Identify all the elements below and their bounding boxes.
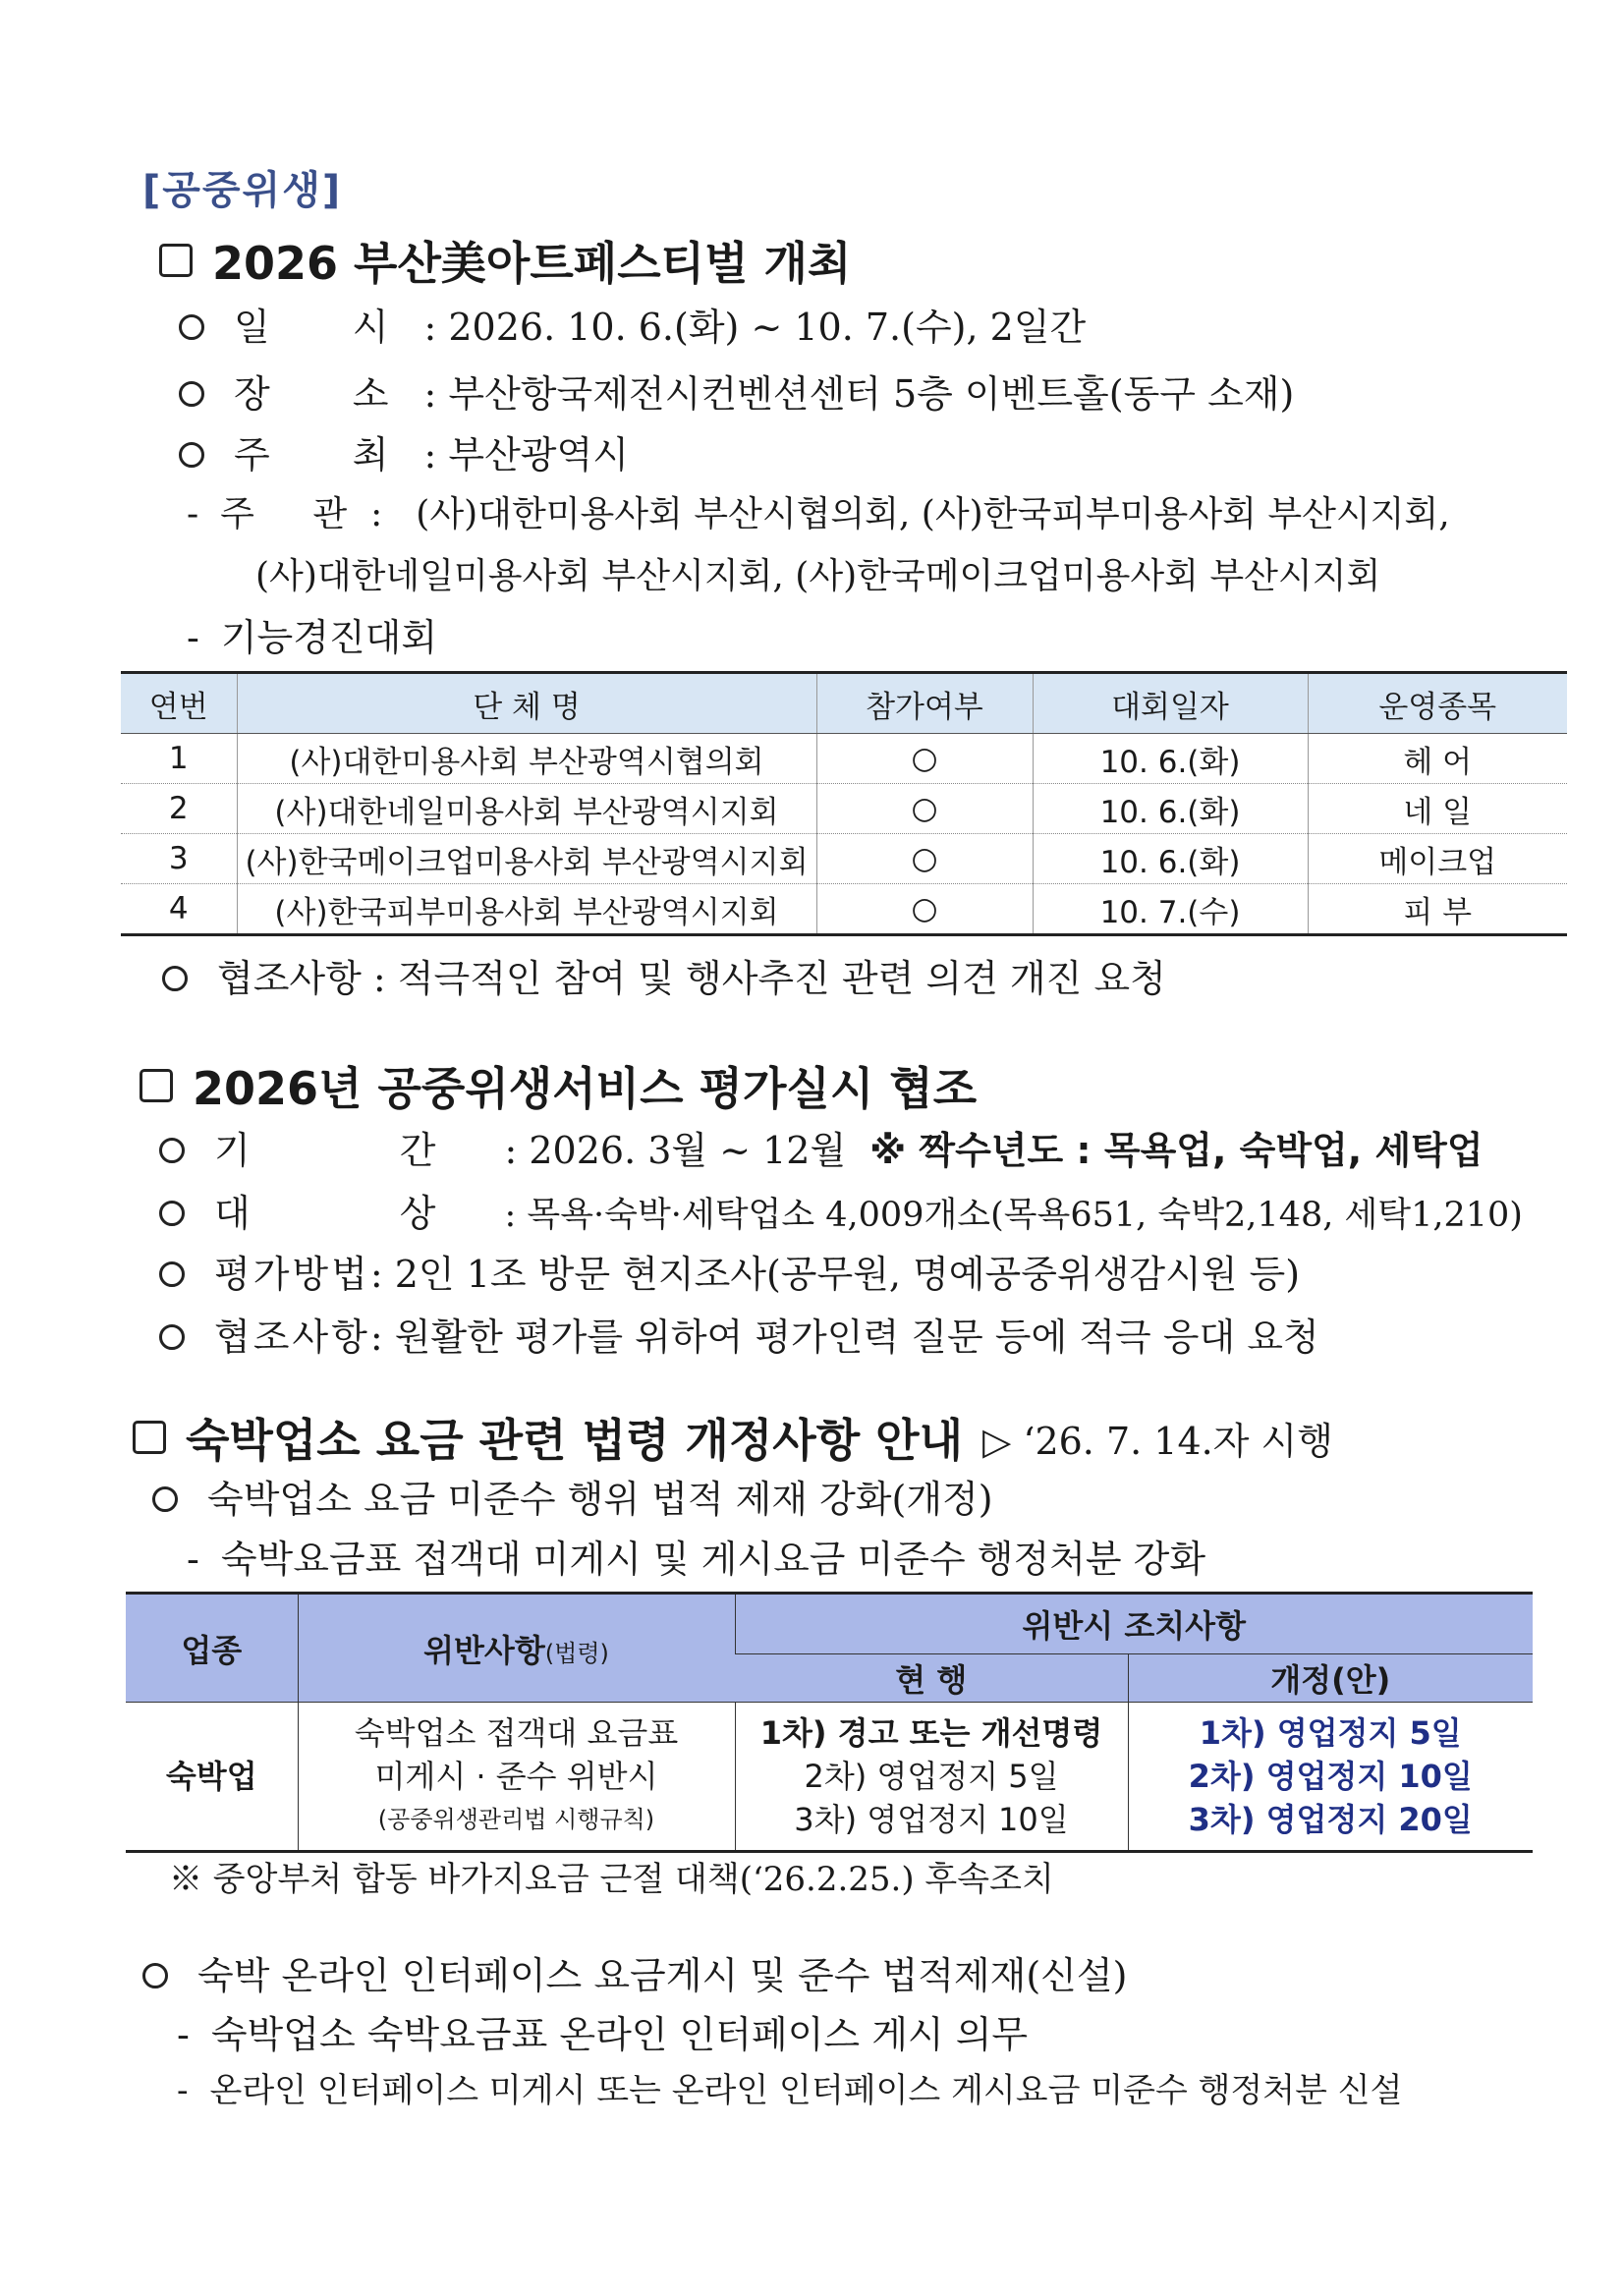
item-value: : 원활한 평가를 위하여 평가인력 질문 등에 적극 응대 요청 [369,1316,1319,1359]
festival-organizer: - 주 관: (사)대한미용사회 부산시협의회, (사)한국피부미용사회 부산시지회, [187,486,1450,536]
checkbox-icon [140,1069,173,1102]
item-label: 일 시 [234,306,424,349]
table-cell: (사)한국메이크업미용사회 부산광역시지회 [237,834,816,884]
table-cell: 네 일 [1308,784,1567,834]
cell-industry: 숙박업 [126,1703,298,1852]
revised-line: 3차) 영업정지 20일 [1188,1801,1473,1838]
section-title-text: 2026 부산美아트페스티벌 개최 [212,237,852,290]
festival-organizer-cont: (사)대한네일미용사회 부산시지회, (사)한국메이크업미용사회 부산시지회 [255,556,1381,596]
table-header: 대회일자 [1033,673,1308,734]
lodging-item1 [152,1469,993,1523]
item-value: : 목욕·숙박·세탁업소 4,009개소(목욕651, 숙박2,148, 세탁1,210) [504,1196,1523,1235]
violation-law: (공중위생관리법 시행규칙) [377,1806,655,1833]
item-label: 평가방법 [214,1253,370,1296]
table-cell: 3 [121,834,237,884]
table-cell: 피 부 [1308,884,1567,935]
table-cell: (사)한국피부미용사회 부산광역시지회 [237,884,816,935]
violation-line: 숙박업소 접객대 요금표 [354,1714,679,1752]
cooperation-text: 협조사항 : 적극적인 참여 및 행사추진 관련 의견 개진 요청 [217,957,1166,1000]
circle-bullet-icon [152,1486,178,1512]
section-title-festival [159,228,851,293]
item-label: 대 상 [214,1192,505,1235]
circle-bullet-icon [162,966,188,991]
eval-method [159,1244,1300,1298]
table-row [121,734,1567,784]
sub-line1: (사)대한미용사회 부산시협의회, (사)한국피부미용사회 부산시지회, [416,494,1450,534]
table-cell: 4 [121,884,237,935]
lodging-item1-sub: - 숙박요금표 접객대 미게시 및 게시요금 미준수 행정처분 강화 [187,1538,1206,1581]
checkbox-icon [159,244,193,277]
cell-violation [298,1703,735,1852]
circle-bullet-icon [159,1201,185,1226]
penalty-table [126,1592,1533,1853]
header-revised: 개정(안) [1128,1654,1533,1703]
item1-sub-text: 숙박요금표 접객대 미게시 및 게시요금 미준수 행정처분 강화 [220,1538,1206,1581]
table-cell: (사)대한미용사회 부산광역시협의회 [237,734,816,784]
circle-bullet-icon [159,1138,185,1163]
eval-period [159,1120,1484,1174]
section-title-lodging [133,1405,1333,1470]
item-value: : 2026. 3월 ~ 12월 [504,1129,847,1172]
table-cell: 2 [121,784,237,834]
table-header-row [126,1594,1533,1654]
table-header: 단 체 명 [237,673,816,734]
item1-text: 숙박업소 요금 미준수 행위 법적 제재 강화(개정) [207,1478,993,1521]
header-current: 현 행 [735,1654,1128,1703]
item-label: 주 최 [234,433,424,476]
circle-bullet-icon [142,1963,168,1988]
item2-text: 숙박 온라인 인터페이스 요금게시 및 준수 법적제재(신설) [197,1954,1128,1997]
section-title-suffix: ▷ ‘26. 7. 14.자 시행 [982,1419,1333,1463]
revised-line: 1차) 영업정지 5일 [1199,1714,1462,1752]
item-label: 장 소 [234,372,424,416]
table-cell: 헤 어 [1308,734,1567,784]
table-row [121,884,1567,935]
table-cell: 1 [121,734,237,784]
cell-revised [1128,1703,1533,1852]
item-value: : 부산광역시 [423,433,629,476]
festival-cooperation [162,948,1166,1002]
section-title-text: 2026년 공중위생서비스 평가실시 협조 [193,1062,978,1115]
lodging-item2 [142,1945,1127,1999]
table-cell: ○ [816,784,1033,834]
checkbox-icon [133,1421,166,1454]
festival-venue [179,364,1294,418]
lodging-item2-sub: - 온라인 인터페이스 미게시 또는 온라인 인터페이스 게시요금 미준수 행정처분 신설 [177,2071,1403,2110]
contest-table [121,671,1567,936]
circle-bullet-icon [179,314,204,340]
cell-current [735,1703,1128,1852]
table-header: 연번 [121,673,237,734]
table-cell: ○ [816,734,1033,784]
header-violation: 위반사항(법령) [298,1594,735,1703]
table-cell: ○ [816,884,1033,935]
current-line: 2차) 영업정지 5일 [804,1758,1059,1795]
circle-bullet-icon [159,1261,185,1287]
circle-bullet-icon [179,381,204,407]
table-row [121,834,1567,884]
table-header: 참가여부 [816,673,1033,734]
contest-label: 기능경진대회 [220,616,438,659]
sub-label: 주 관: [220,494,407,534]
item-note: ※ 짝수년도 : 목욕업, 숙박업, 세탁업 [869,1129,1484,1172]
item2-sub-text: 숙박업소 숙박요금표 온라인 인터페이스 게시 의무 [210,2013,1029,2056]
table-cell: 10. 6.(화) [1033,734,1308,784]
table-header-row [121,673,1567,734]
current-line: 1차) 경고 또는 개선명령 [759,1714,1103,1752]
table-header: 운영종목 [1308,673,1567,734]
violation-line: 미게시 · 준수 위반시 [374,1758,658,1795]
section-title-text: 숙박업소 요금 관련 법령 개정사항 안내 [186,1414,964,1467]
item-label: 협조사항 [214,1316,370,1359]
table-cell: 10. 6.(화) [1033,834,1308,884]
lodging-note: ※ 중앙부처 합동 바가지요금 근절 대책(‘26.2.25.) 후속조치 [169,1860,1054,1899]
section-title-evaluation [140,1053,977,1118]
festival-contest: - 기능경진대회 [187,616,438,659]
table-cell: 10. 7.(수) [1033,884,1308,935]
festival-host [179,424,629,478]
table-cell: ○ [816,834,1033,884]
eval-cooperation [159,1307,1319,1361]
revised-line: 2차) 영업정지 10일 [1188,1758,1473,1795]
table-cell: (사)대한네일미용사회 부산광역시지회 [237,784,816,834]
festival-date [179,297,1086,351]
header-industry: 업종 [126,1594,298,1703]
item-value: : 부산항국제전시컨벤션센터 5층 이벤트홀(동구 소재) [423,372,1295,416]
table-row [121,784,1567,834]
category-label: [공중위생] [142,168,343,213]
header-action: 위반시 조치사항 [735,1594,1533,1654]
eval-target [159,1183,1523,1237]
table-cell: 메이크업 [1308,834,1567,884]
item-value: : 2026. 10. 6.(화) ~ 10. 7.(수), 2일간 [423,306,1087,349]
circle-bullet-icon [159,1324,185,1350]
table-cell: 10. 6.(화) [1033,784,1308,834]
current-line: 3차) 영업정지 10일 [794,1801,1069,1838]
item-label: 기 간 [214,1129,505,1172]
lodging-item2-sub: - 숙박업소 숙박요금표 온라인 인터페이스 게시 의무 [177,2013,1029,2056]
table-row [126,1703,1533,1852]
header-violation-small: (법령) [544,1639,609,1667]
item-value: : 2인 1조 방문 현지조사(공무원, 명예공중위생감시원 등) [369,1253,1301,1296]
circle-bullet-icon [179,442,204,468]
item2-sub-text: 온라인 인터페이스 미게시 또는 온라인 인터페이스 게시요금 미준수 행정처분 신설 [209,2071,1403,2110]
